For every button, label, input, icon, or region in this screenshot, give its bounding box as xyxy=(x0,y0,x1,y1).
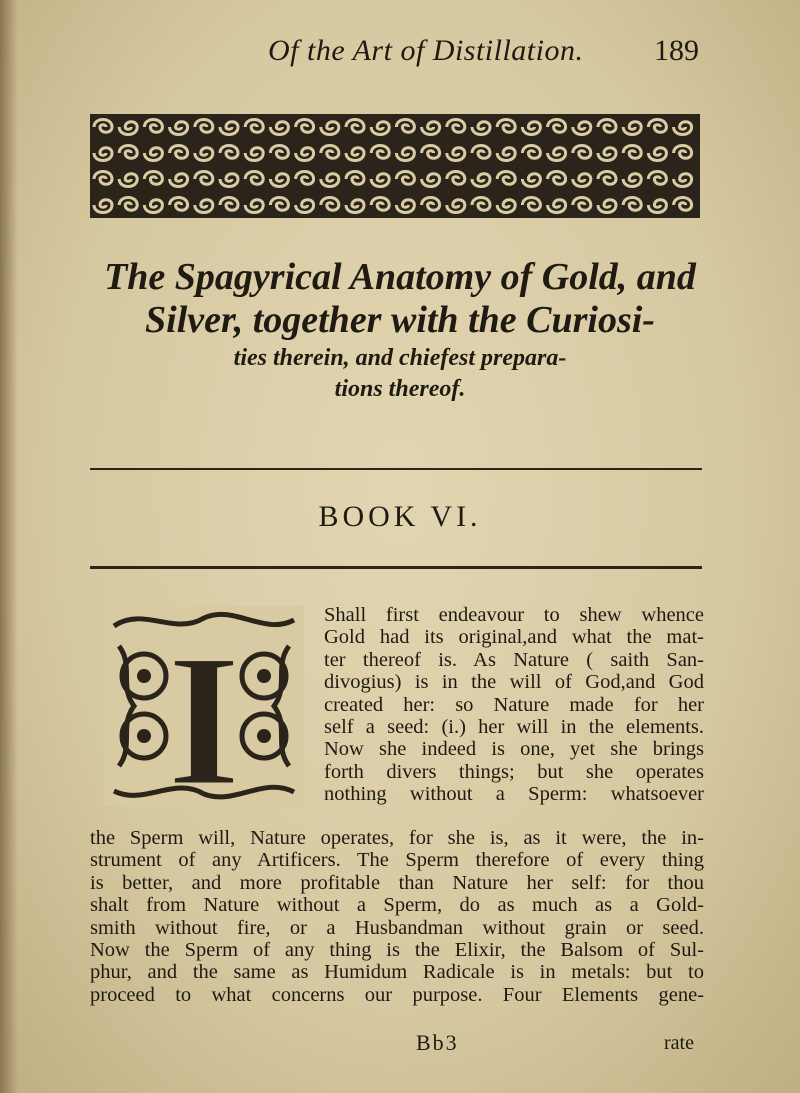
headpiece-ornament xyxy=(90,114,700,218)
text-line: divogius) is in the will of God,and God xyxy=(324,671,704,694)
running-head xyxy=(0,30,800,74)
body-text-indented xyxy=(324,604,704,806)
text-line: ter thereof is. As Nature ( saith San- xyxy=(324,648,704,671)
text-line: strument of any Artificers. The Sperm therefore of every thing xyxy=(90,849,704,872)
text-line: Shall first endeavour to shew whence xyxy=(324,604,704,626)
chapter-title-line-2: Silver, together with the Curiosi- xyxy=(145,299,655,341)
body-text-full-width xyxy=(90,827,704,1006)
text-line: nothing without a Sperm: whatsoever xyxy=(324,783,704,806)
drop-cap-ornament xyxy=(104,606,304,806)
text-line: created her: so Nature made for her xyxy=(324,693,704,716)
chapter-title-line-4: tions thereof. xyxy=(334,376,466,402)
page-gutter-shadow xyxy=(0,0,18,1093)
drop-cap-letter: I xyxy=(167,616,241,806)
text-line: the Sperm will, Nature operates, for she is, as it were, the in- xyxy=(90,827,704,849)
text-line: proceed to what concerns our purpose. Four Elements gene- xyxy=(90,983,704,1006)
bottom-rule xyxy=(90,566,702,569)
text-line: Now she indeed is one, yet she brings xyxy=(324,738,704,761)
page-number: 189 xyxy=(654,34,699,67)
running-head-title: Of the Art of Distillation. xyxy=(268,34,584,67)
catchword: rate xyxy=(664,1032,694,1054)
text-line: shalt from Nature without a Sperm, do as much as a Gold- xyxy=(90,894,704,917)
text-line: Gold had its original,and what the mat- xyxy=(324,626,704,649)
chapter-title xyxy=(80,256,720,404)
text-line: is better, and more profitable than Nature her self: for thou xyxy=(90,871,704,894)
chapter-title-line-1: The Spagyrical Anatomy of Gold, and xyxy=(104,256,696,298)
top-rule xyxy=(90,468,702,470)
text-line: Now the Sperm of any thing is the Elixir, the Balsom of Sul- xyxy=(90,939,704,962)
page-footer xyxy=(0,1030,800,1060)
chapter-title-line-3: ties therein, and chiefest prepara- xyxy=(233,345,567,371)
book-heading: BOOK VI. xyxy=(318,500,482,533)
text-line: smith without fire, or a Husbandman without grain or seed. xyxy=(90,916,704,939)
text-line: phur, and the same as Humidum Radicale is in metals: but to xyxy=(90,961,704,984)
signature-mark: Bb3 xyxy=(416,1030,459,1055)
text-line: self a seed: (i.) her will in the elements. xyxy=(324,716,704,739)
text-line: forth divers things; but she operates xyxy=(324,760,704,783)
